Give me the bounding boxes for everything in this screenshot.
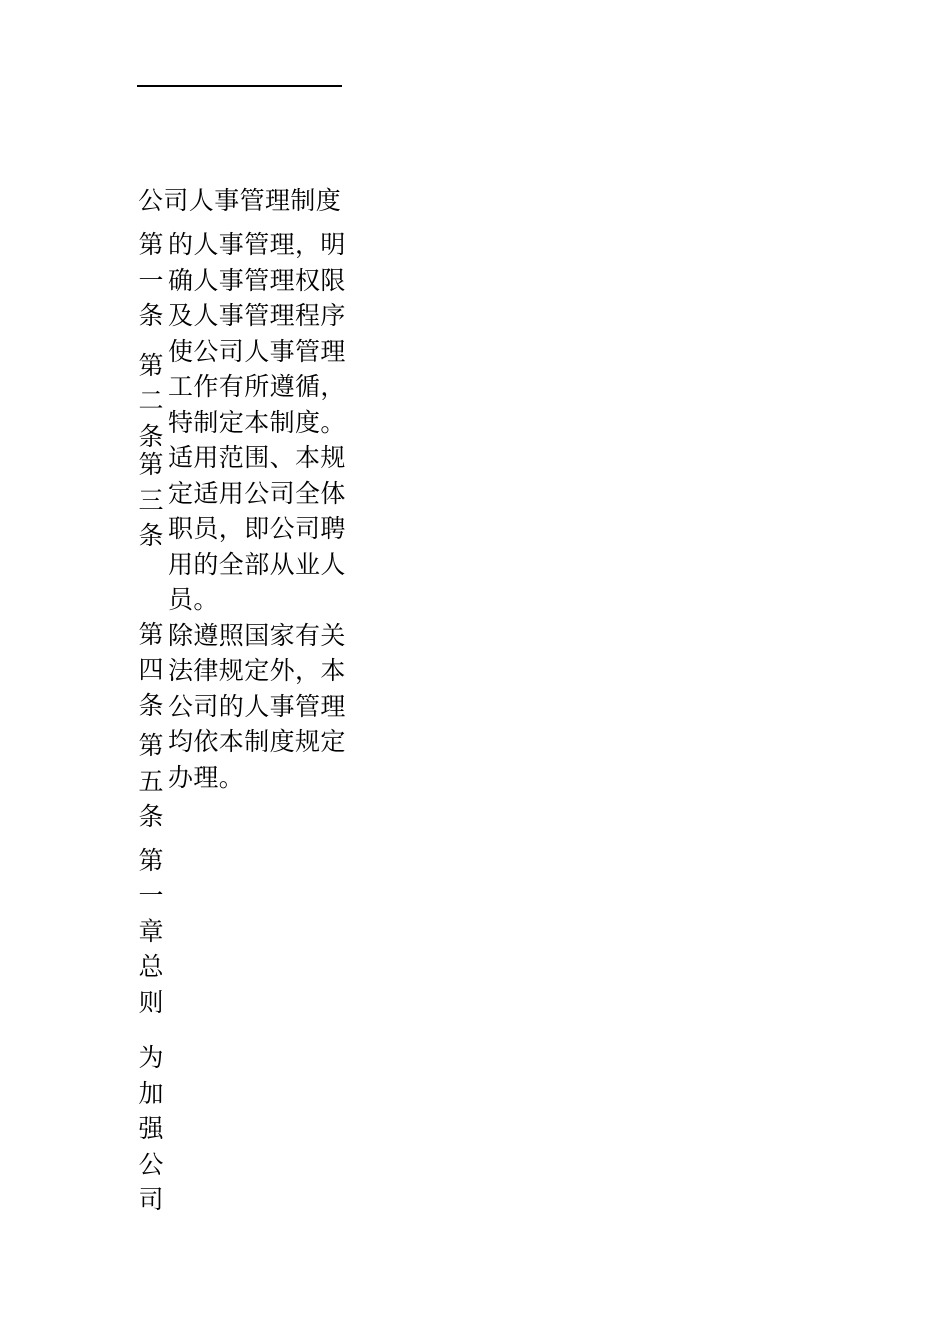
body-paragraph bbox=[168, 335, 346, 442]
body-line: 公司的人事管理 bbox=[168, 692, 346, 721]
vertical-char: 五 bbox=[138, 767, 164, 796]
body-paragraph bbox=[168, 441, 346, 619]
article-label-group bbox=[138, 349, 164, 456]
body-line: 使公司人事管理 bbox=[168, 337, 346, 366]
vertical-char: 公 bbox=[138, 1150, 164, 1179]
body-line: 用的全部从业人 bbox=[168, 550, 346, 579]
vertical-char: 四 bbox=[138, 656, 164, 684]
vertical-char: 条 bbox=[138, 522, 164, 550]
vertical-char: 二 bbox=[138, 387, 164, 415]
body-line: 法律规定外，本 bbox=[168, 657, 346, 685]
vertical-char: 第 bbox=[138, 451, 164, 479]
body-line: 及人事管理程序 bbox=[168, 302, 346, 330]
vertical-char: 条 bbox=[138, 302, 164, 330]
vertical-char: 第 bbox=[138, 231, 164, 259]
vertical-char: 为 bbox=[138, 1044, 164, 1072]
vertical-char: 章 bbox=[138, 917, 164, 946]
intro-text-group bbox=[138, 1041, 164, 1219]
body-line: 职员，即公司聘 bbox=[168, 515, 346, 543]
body-line: 特制定本制度。 bbox=[168, 408, 346, 437]
vertical-char: 第 bbox=[138, 351, 164, 380]
vertical-char: 条 bbox=[138, 803, 164, 831]
vertical-char: 三 bbox=[138, 486, 164, 515]
body-line: 确人事管理权限 bbox=[168, 266, 346, 295]
vertical-char: 一 bbox=[138, 882, 164, 910]
body-paragraph bbox=[168, 619, 346, 797]
document-title: 公司人事管理制度 bbox=[138, 187, 342, 215]
body-line: 定适用公司全体 bbox=[168, 479, 346, 508]
article-label-group bbox=[138, 729, 164, 836]
article-label-group bbox=[138, 618, 164, 725]
vertical-char: 条 bbox=[138, 422, 164, 451]
body-line: 办理。 bbox=[168, 763, 245, 792]
article-label-column bbox=[138, 228, 164, 1219]
vertical-char: 一 bbox=[138, 266, 164, 295]
vertical-char: 第 bbox=[138, 620, 164, 649]
vertical-char: 则 bbox=[138, 988, 164, 1017]
vertical-char: 司 bbox=[138, 1186, 164, 1214]
vertical-char: 加 bbox=[138, 1079, 164, 1108]
body-line: 的人事管理，明 bbox=[168, 231, 346, 259]
vertical-char: 第 bbox=[138, 846, 164, 875]
body-line: 员。 bbox=[168, 586, 219, 614]
body-line: 适用范围、本规 bbox=[168, 444, 346, 472]
article-label-group bbox=[138, 228, 164, 335]
body-text-column bbox=[168, 228, 346, 796]
body-line: 均依本制度规定 bbox=[168, 728, 346, 756]
header-rule bbox=[137, 85, 342, 87]
article-label-group bbox=[138, 448, 164, 555]
body-paragraph bbox=[168, 228, 346, 335]
vertical-char: 总 bbox=[138, 953, 164, 981]
vertical-char: 第 bbox=[138, 732, 164, 760]
body-line: 工作有所遵循， bbox=[168, 373, 346, 401]
chapter-label-group bbox=[138, 844, 164, 1022]
vertical-char: 条 bbox=[138, 691, 164, 720]
body-line: 除遵照国家有关 bbox=[168, 621, 346, 650]
vertical-char: 强 bbox=[138, 1115, 164, 1143]
